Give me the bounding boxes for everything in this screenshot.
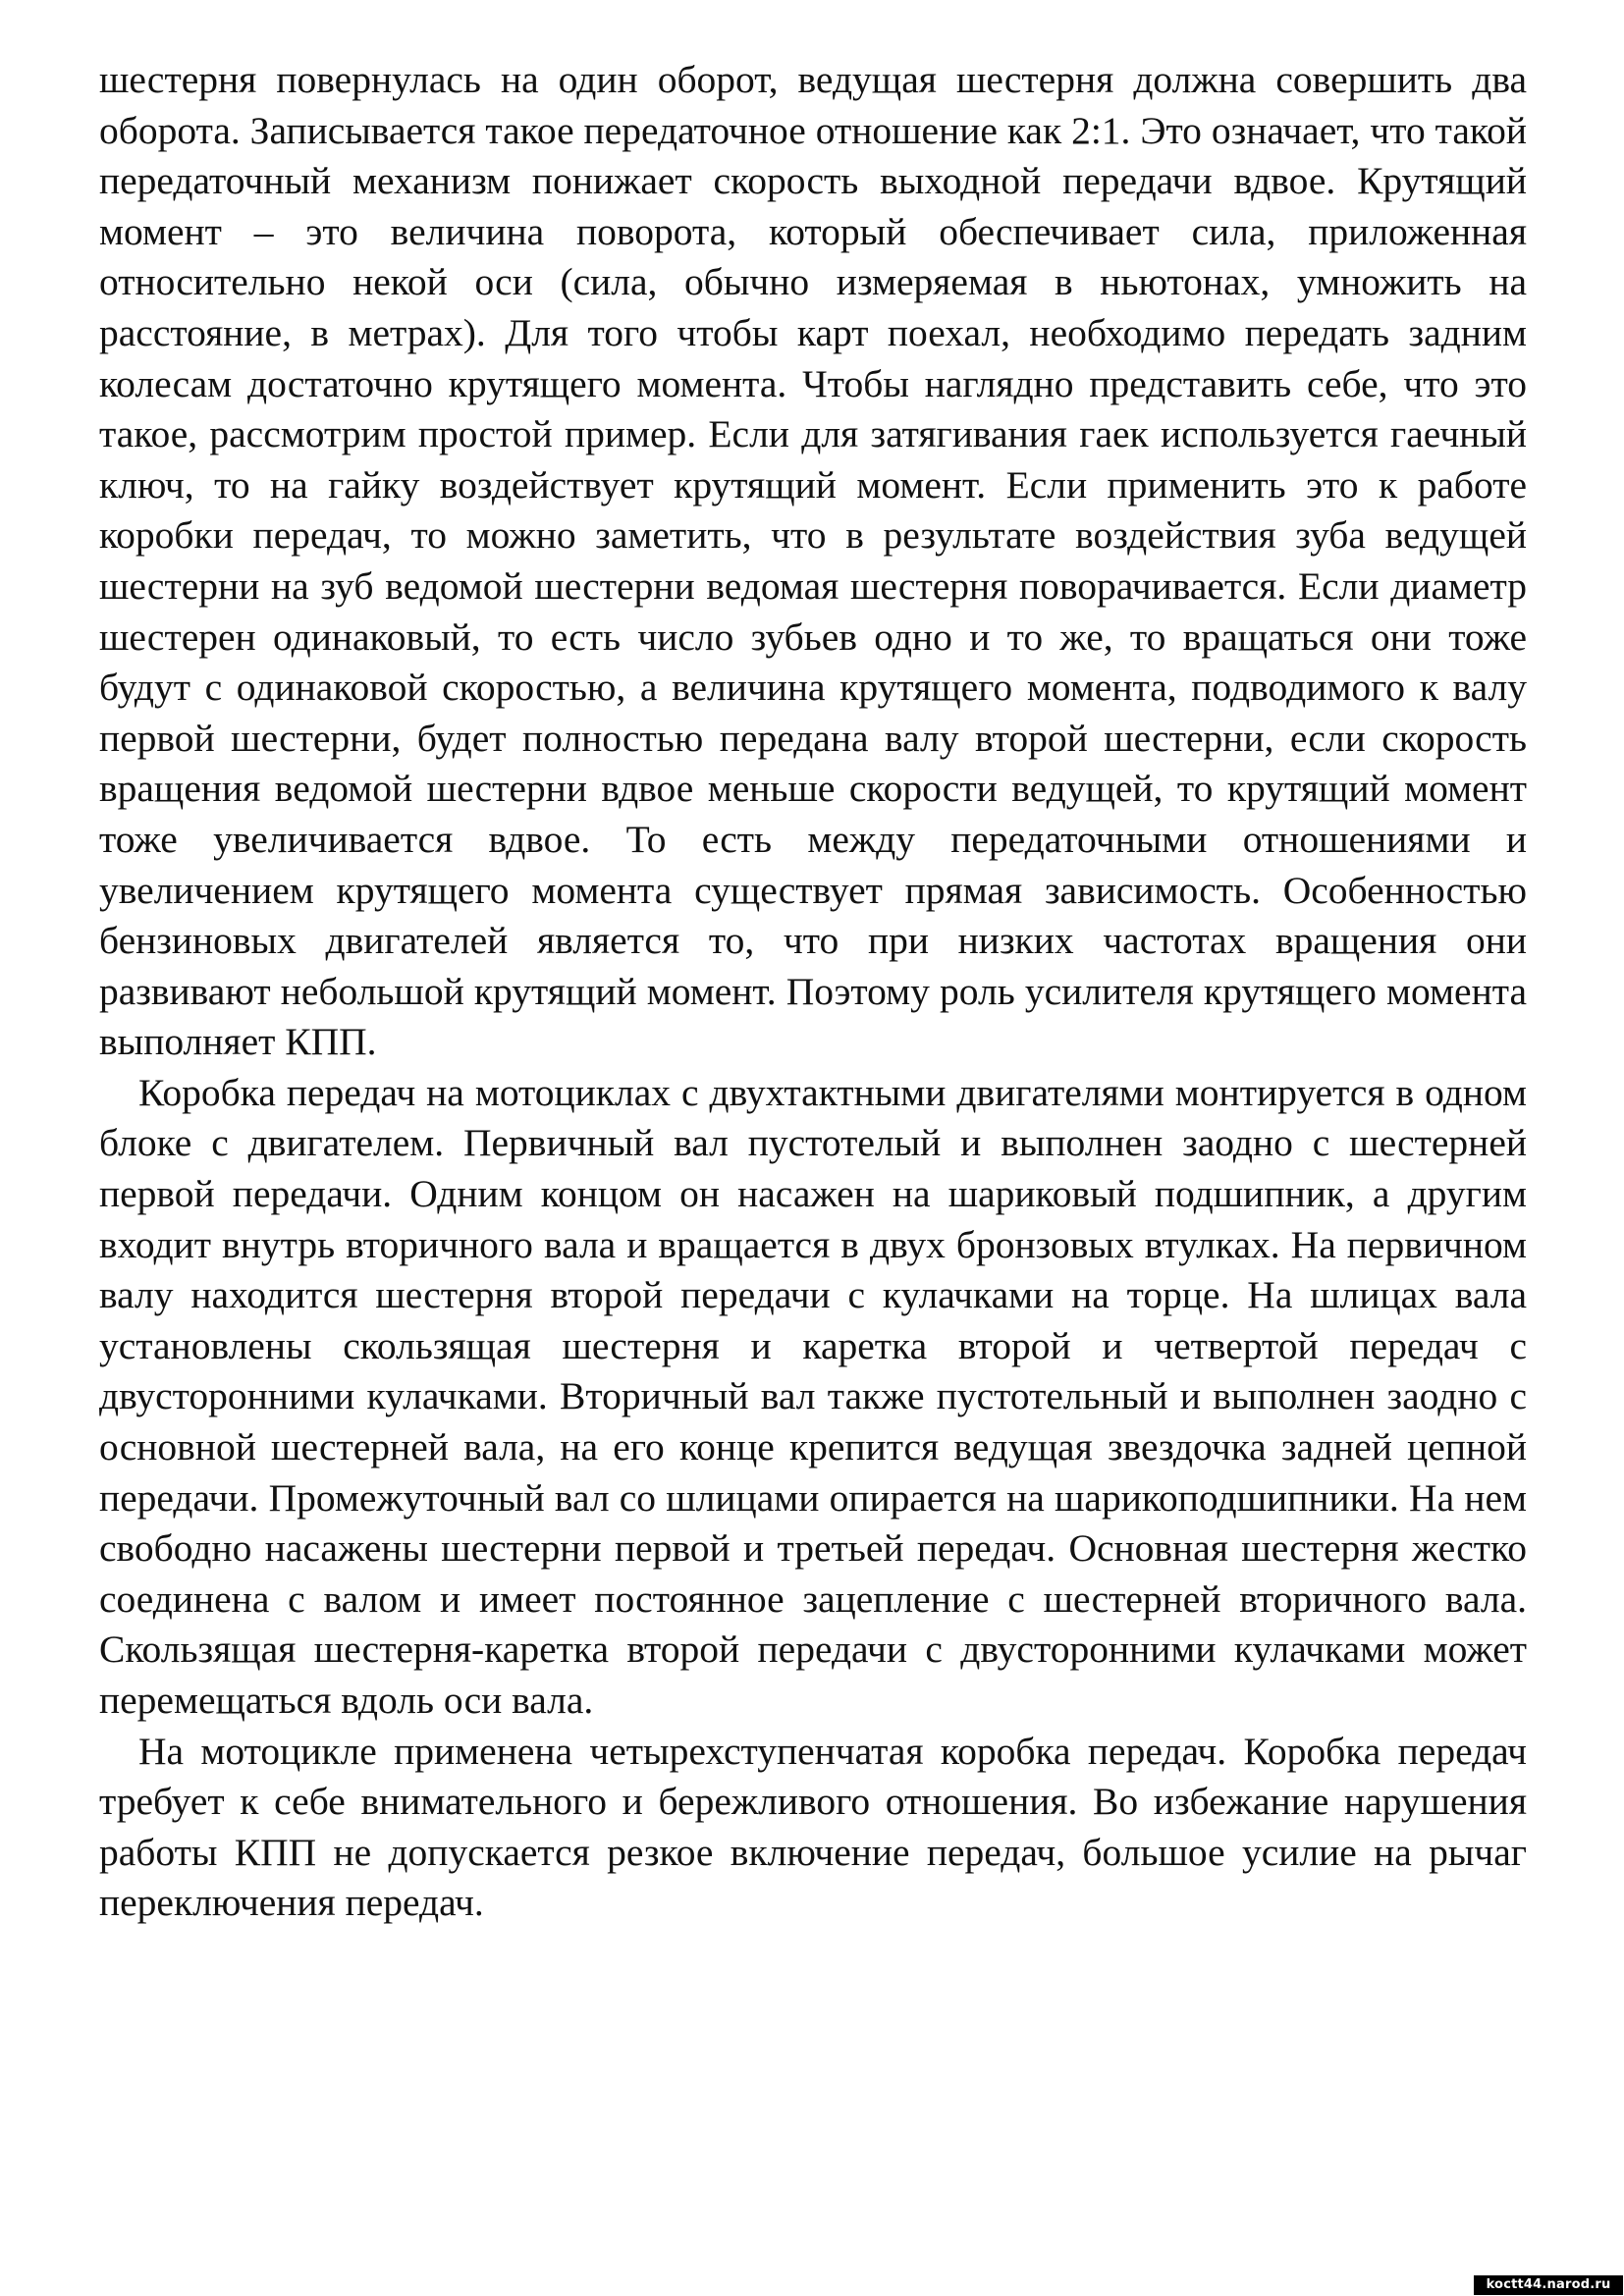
paragraph-gearbox-care: На мотоцикле применена четырехступенчатая коробка передач. Коробка передач требует к себе внимательного и бережливого отношения. Во избежание нарушения работы КПП не допускается резкое включение передач, большое усилие на рычаг переключения передач. bbox=[99, 1729, 1527, 1925]
paragraph-torque: шестерня повернулась на один оборот, ведущая шестерня должна совершить два оборота. Записывается такое передаточное отношение как 2:1. Это означает, что такой передаточный механизм понижает скорость выходной передачи вдвое. Крутящий момент – это величина поворота, который обеспечивает сила, приложенная относительно некой оси (сила, обычно измеряемая в ньютонах, умножить на расстояние, в метрах). Для того чтобы карт поехал, необходимо передать задним колесам достаточно крутящего момента. Чтобы наглядно представить себе, что это такое, рассмотрим простой пример. Если для затягивания гаек используется гаечный ключ, то на гайку воздействует крутящий момент. Если применить это к работе коробки передач, то можно заметить, что в результате воздействия зуба ведущей шестерни на зуб ведомой шестерни ведомая шестерня поворачивается. Если диаметр шестерен одинаковый, то есть число зубьев одно и то же, то вращаться они тоже будут с одинаковой скоростью, а величина крутящего момента, подводимого к валу первой шестерни, будет полностью передана валу второй шестерни, если скорость вращения ведомой шестерни вдвое меньше скорости ведущей, то крутящий момент тоже увеличивается вдвое. То есть между передаточными отношениями и увеличением крутящего момента существует прямая зависимость. Особенностью бензиновых двигателей является то, что при низких частотах вращения они развивают небольшой крутящий момент. Поэтому роль усилителя крутящего момента выполняет КПП. bbox=[99, 58, 1527, 1064]
paragraph-gearbox-design: Коробка передач на мотоциклах с двухтактными двигателями монтируется в одном блоке с двигателем. Первичный вал пустотелый и выполнен заодно с шестерней первой передачи. Одним концом он насажен на шариковый подшипник, а другим входит внутрь вторичного вала и вращается в двух бронзовых втулках. На первичном валу находится шестерня второй передачи с кулачками на торце. На шлицах вала установлены скользящая шестерня и каретка второй и четвертой передач с двусторонними кулачками. Вторичный вал также пустотельный и выполнен заодно с основной шестерней вала, на его конце крепится ведущая звездочка задней цепной передачи. Промежуточный вал со шлицами опирается на шарикоподшипники. На нем свободно насажены шестерни первой и третьей передач. Основная шестерня жестко соединена с валом и имеет постоянное зацепление с шестерней вторичного вала. Скользящая шестерня-каретка второй передачи с двусторонними кулачками может перемещаться вдоль оси вала. bbox=[99, 1070, 1527, 1722]
document-body bbox=[99, 55, 1527, 1929]
site-watermark: koctt44.narod.ru bbox=[1474, 2275, 1623, 2295]
